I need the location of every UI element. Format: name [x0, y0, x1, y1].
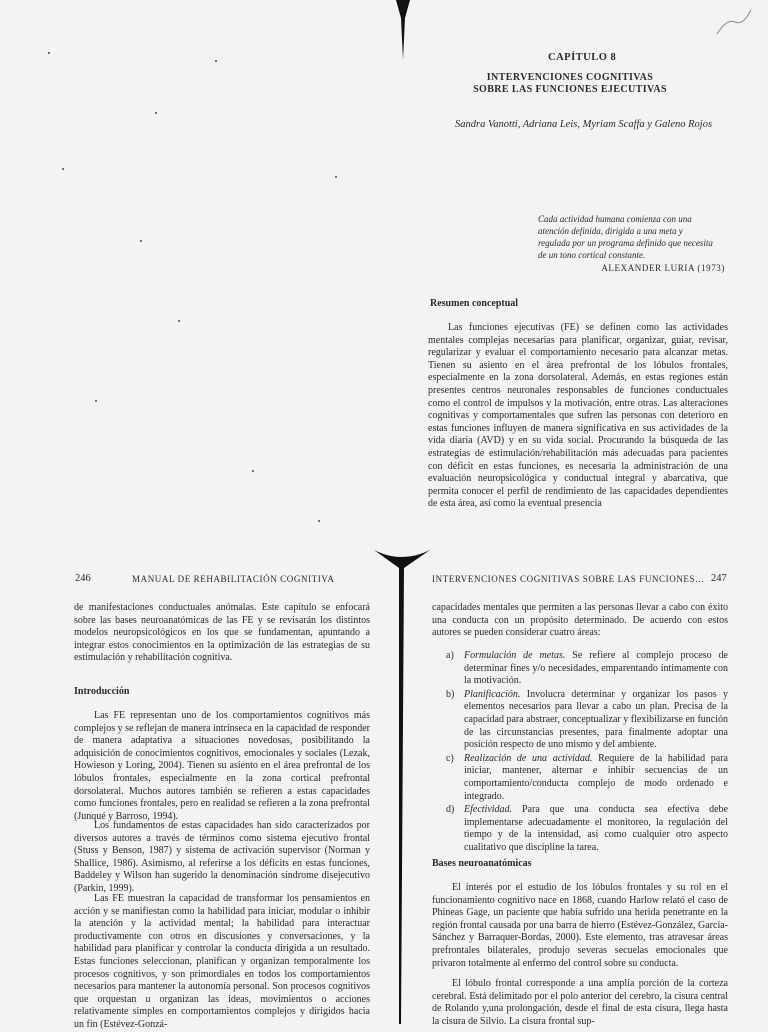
bases-paragraph-1: El interés por el estudio de los lóbulos frontales y su rol en el funcionamiento cognitivo nace en 1868, cuando Harlow relató el caso de Phineas Gage, un paciente que había sufrido una herida penetrante en la región frontal causada por una barra de hierro (Estévez-González, García-Sánchez y Barraquer-Bordas, 2000). Este elemento, tras atravesar áreas prefrontales bilaterales, produjo severas secuelas emocionales que privaron totalmente al enfermo del control sobre su conducta. — [432, 882, 728, 969]
right-opening-paragraph: capacidades mentales que permiten a las personas llevar a cabo con éxito una conducta con un propósito determinado. De acuerdo con estos autores se pueden considerar cuatro áreas: — [432, 602, 728, 639]
bases-paragraph-2: El lóbulo frontal corresponde a una amplia porción de la corteza cerebral. Está delimitado por el polo anterior del cerebro, la cisura central de Rolando y,una prolongación, desde el final de esta cisura, llega hasta la cisura de Silvio. La cisura frontal sup- — [432, 978, 728, 1027]
chapter-title-line2: SOBRE LAS FUNCIONES EJECUTIVAS — [473, 84, 667, 95]
four-areas-list — [446, 650, 728, 856]
scan-speck — [215, 60, 217, 62]
intro-paragraph-2: Los fundamentos de estas capacidades han sido caracterizados por diversos autores a través de términos como sistema ejecutivo frontal (Stuss y Benson, 1987) y sistema de activación supervisor (Norman y Shallice, 1986). Asimismo, al referirse a los déficits en estas funciones, Baddeley y Wilson han sugerido la denominación síndrome disejecutivo (Parkin, 1999). — [74, 820, 370, 894]
intro-heading: Introducción — [74, 686, 130, 697]
summary-paragraph: Las funciones ejecutivas (FE) se definen como las actividades mentales complejas necesarias para planificar, organizar, guiar, revisar, regularizar y evaluar el comportamiento necesario para alcanzar metas. Tienen su asiento en el área prefrontal de los lóbulos frontales, especialmente en la zona dorsolateral. Además, en estas regiones están presentes centros neuronales responsables de funciones conductuales como el control de impulsos y la motivación, entre otras. Las alteraciones cognitivas y comportamentales que sufren las personas con deterioro en estas funciones influyen de manera significativa en sus actividades de la vida diaria (AVD) y en su vida social. Procurando la búsqueda de las estrategias de estimulación/rehabilitación más adecuadas para pacientes con déficit en estas funciones, es necesaria la administración de una evaluación neuropsicológica y conductual integral y abarcativa, que permita conocer el perfil de rendimiento de las capacidades dependientes de esta área, así como la eventual presencia — [428, 322, 728, 510]
list-item: b) Planificación. Involucra determinar y organizar los pasos y elementos necesarios para llevar a cabo un plan. Precisa de la capacidad para abstraer, conceptualizar y flexibilizarse en función de las circunstancias presentes, para finalmente adoptar una posición respecto de uno mismo y del ambiente. — [446, 688, 728, 751]
left-opening-paragraph: de manifestaciones conductuales anómalas. Este capítulo se enfocará sobre las bases neuroanatómicas de las FE y se revisarán los distintos modelos neuropsicológicos en los que se fundamentan, apuntando a integrar estos conocimientos en la optimización de las estrategias de su estimulación y rehabilitación cognitiva. — [74, 602, 370, 664]
book-spine-top — [378, 0, 428, 70]
list-item: a) Formulación de metas. Se refiere al complejo proceso de determinar fines y/o necesidades, emparentando íntimamente con la motivación. — [446, 650, 728, 687]
list-item: d) Efectividad. Para que una conducta sea efectiva debe implementarse adecuadamente el monitoreo, la regulación del tiempo y de la intensidad, así como cualquier otro aspecto cualitativo que discipline la tarea. — [446, 804, 728, 853]
scan-speck — [62, 168, 64, 170]
scan-speck — [318, 520, 320, 522]
scan-speck — [335, 176, 337, 178]
scan-speck — [95, 400, 97, 402]
epigraph: Cada actividad humana comienza con una atención definida, dirigida a una meta y regulada por un programa definido que necesita de un tono cortical constante. — [538, 214, 713, 260]
intro-paragraph-3: Las FE muestran la capacidad de transformar los pensamientos en acción y se manifiestan como la habilidad para iniciar, modular o inhibir la atención y la actividad mental; la habilidad para interactuar productivamente con otros en discusiones y conversaciones, y la habilidad para planificar y controlar la conducta dirigida a un resultado. Estas funciones seleccionan, planifican y organizan temporalmente los procesos cognitivos, y son primordiales en todos los comportamientos necesarios para mantener la autonomía personal. Son procesos cognitivos que orquestan u organizan las ideas, movimientos o acciones relativamente simples en comportamientos complejos y dirigidos hacia un fin (Estévez-Gonzá- — [74, 893, 370, 1030]
epigraph-author: ALEXANDER LURIA (1973) — [601, 263, 725, 273]
book-spine-middle — [372, 538, 432, 1024]
corner-scribble — [715, 8, 755, 38]
scan-speck — [155, 112, 157, 114]
intro-paragraph-1: Las FE representan uno de los comportamientos cognitivos más complejos y se reflejan de manera intrínseca en la capacidad de responder de manera adaptativa a situaciones novedosas, posibilitando la adquisición de conocimientos cognitivos, emocionales y sociales (Lezak, Howieson y Loring, 2004). Tienen su asiento en el área prefrontal de los lóbulos frontales, especialmente en la zona cortical prefrontal dorsolateral. Muchos autores también se refieren a estas capacidades como funciones frontales, pero en realidad se refieren a la zona prefrontal (Junqué y Barroso, 1994). — [74, 710, 370, 822]
scan-speck — [140, 240, 142, 242]
chapter-label: CAPÍTULO 8 — [548, 52, 617, 63]
bases-heading: Bases neuroanatómicas — [432, 858, 532, 869]
scan-speck — [48, 52, 50, 54]
chapter-title-line1: INTERVENCIONES COGNITIVAS — [486, 72, 654, 83]
left-running-head: MANUAL DE REHABILITACIÓN COGNITIVA — [132, 574, 335, 584]
right-running-head: INTERVENCIONES COGNITIVAS SOBRE LAS FUNCIONES… — [432, 574, 705, 584]
chapter-title — [440, 72, 700, 96]
left-page-number: 246 — [75, 573, 91, 584]
list-item: c) Realización de una actividad. Requiere de la habilidad para iniciar, mantener, alternar e inhibir secuencias de un comportamiento/conducta complejo de modo ordenado e integrado. — [446, 752, 728, 802]
scan-speck — [252, 470, 254, 472]
scan-speck — [178, 320, 180, 322]
right-page-number: 247 — [711, 573, 727, 584]
chapter-authors: Sandra Vanotti, Adriana Leis, Myriam Scaffa y Galeno Rojos — [455, 119, 713, 130]
summary-heading: Resumen conceptual — [430, 298, 519, 309]
